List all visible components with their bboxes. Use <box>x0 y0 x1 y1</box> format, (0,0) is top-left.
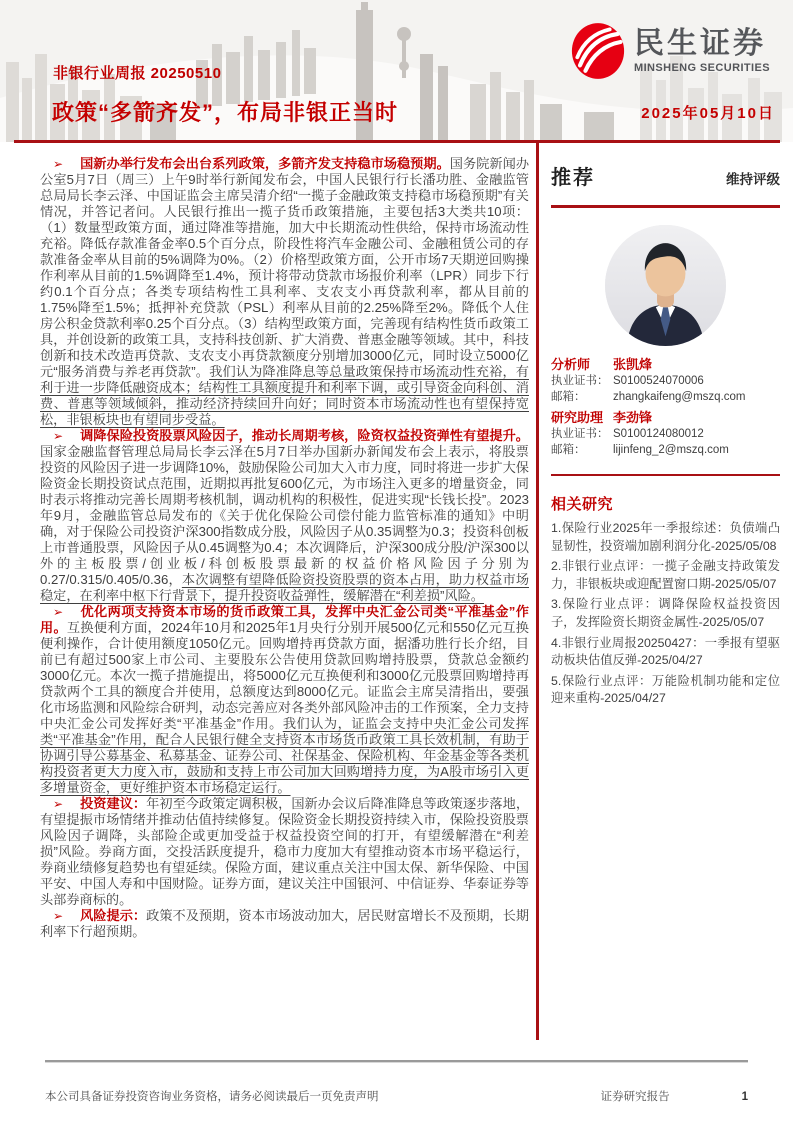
related-research-title: 相关研究 <box>551 496 614 513</box>
related-research-list <box>551 520 780 708</box>
footer-page-number: 1 <box>741 1091 748 1103</box>
minsheng-logo-icon <box>571 22 625 80</box>
footer-divider <box>45 1060 748 1063</box>
logo-chinese-name: 民生证券 <box>634 27 766 61</box>
related-research-item: 1.保险行业2025年一季报综述：负债端凸显韧性，投资端加剧利润分化-2025/05/08 <box>551 521 780 553</box>
related-research-item: 3.保险行业点评：调降保险权益投资因子，发挥险资长期资金属性-2025/05/07 <box>551 597 780 629</box>
section-lead: 投资建议： <box>80 796 147 811</box>
email-label: 邮箱： <box>551 391 586 403</box>
section-lead: 优化两项支持资本市场的货币政策工具，发挥中央汇金公司类“平准基金”作用。 <box>40 604 529 635</box>
section-underlined-text: 我们认为降准降息等总量政策保持市场流动性充裕，有利于进一步降低融资成本；结构性工具额度提升和利率下调，或引导资金向科创、消费、普惠等领域倾斜，推动经济持续回升向好；同时资本市场流动性也有望保持宽松，非银板块也有望同步受益。 <box>40 364 529 427</box>
bullet-arrow-icon: ➢ <box>53 605 64 619</box>
section-text: 国务院新闻办公室5月7日（周三）上午9时举行新闻发布会，中国人民银行行长潘功胜、金融监管总局局长李云泽、中国证监会主席吴清介绍“一揽子金融政策支持稳市场稳预期”有关情况，并答记者问。人民银行推出一揽子货币政策措施，主要包括3大类共10项：（1）数量型政策方面，通过降准等措施，加大中长期流动性供给，保持市场流动性充裕。降低存款准备金率0.5个百分点，阶段性将汽车金融公司、金融租赁公司的存款准备金率从目前的5%调降为0%。（2）价格型政策方面，公开市场7天期逆回购操作利率从目前的1.5%调降至1.4%，预计将带动贷款市场报价利率（LPR）同步下行约0.1个百分点；各类专项结构性工具利率、支农支小再贷款利率，都从目前的1.75%降至1.5%；抵押补充贷款（PSL）利率从目前的2.25%降至2%。降低个人住房公积金贷款利率0.25个百分点。（3）结构型政策方面，完善现有结构性货币政策工具，并创设新的政策工具，支持科技创新、扩大消费、普惠金融等领域。其中，科技创新和技术改造再贷款、支农支小再贷款额度分别增加3000亿元，同时设立5000亿元“服务消费与养老再贷款”。 <box>40 156 530 379</box>
section-policy-overview <box>40 156 529 428</box>
analyst-photo-wrap <box>551 225 780 346</box>
email-label: 邮箱： <box>551 444 586 456</box>
footer-doc-type: 证券研究报告 <box>600 1091 670 1103</box>
section-investment-advice <box>40 796 529 908</box>
bullet-arrow-icon: ➢ <box>53 429 64 443</box>
section-lead: 风险提示： <box>80 908 147 923</box>
bullet-arrow-icon: ➢ <box>53 909 64 923</box>
rating-row <box>551 161 780 190</box>
cert-number: S0100124080012 <box>613 427 704 440</box>
section-underlined-text: 本次调整有望降低险资投资股票的资本占用，助力权益市场稳定，在利率中枢下行背景下，提升投资收益弹性，缓解潜在“利差损”风险。 <box>40 572 529 603</box>
report-title: 政策“多箭齐发”，布局非银正当时 <box>52 100 399 125</box>
sidebar-rule <box>551 205 780 208</box>
related-research-item: 5.保险行业点评：万能险机制功能和定位迎来重构-2025/04/27 <box>551 673 780 706</box>
assistant-cert-row <box>551 426 780 443</box>
rating-status: 维持评级 <box>726 172 780 187</box>
section-text: 互换便利方面，2024年10月和2025年1月央行分别开展500亿元和550亿元互换便利操作，合计使用额度1050亿元。回购增持再贷款方面，据潘功胜行长介绍，目前已有超过500家上市公司、主要股东公告使用贷款回购增持股票，贷款总金额约3000亿元。本次一揽子措施提出，将5000亿元互换便利和3000亿元股票回购增持再贷款两个工具的额度合并使用，总额度达到8000亿元。证监会主席吴清指出，要强化市场监测和风险综合研判，动态完善应对各类外部风险冲击的工作预案，全力支持中央汇金公司发挥好类“平准基金”作用。 <box>40 620 529 731</box>
report-series-label: 非银行业周报 20250510 <box>53 65 222 82</box>
report-date: 2025年05月10日 <box>641 105 775 122</box>
section-risk-warning <box>40 908 529 940</box>
assistant-role-label: 研究助理 <box>551 409 604 425</box>
bullet-arrow-icon: ➢ <box>53 797 64 811</box>
email-value: lijinfeng_2@mszq.com <box>613 444 729 456</box>
assistant-role-row <box>551 409 780 426</box>
cert-label: 执业证书： <box>551 374 609 387</box>
analyst-photo <box>605 225 726 346</box>
header-banner <box>0 0 793 142</box>
report-body <box>40 156 529 940</box>
analyst-cert-row <box>551 373 780 390</box>
analyst-portrait-image <box>605 225 726 346</box>
analyst-role-label: 分析师 <box>551 356 591 372</box>
assistant-email-row <box>551 442 780 459</box>
email-value: zhangkaifeng@mszq.com <box>613 391 746 403</box>
section-text: 国家金融监督管理总局局长李云泽在5月7日举办国新办新闻发布会上表示，将股票投资的风险因子进一步调降10%，鼓励保险公司加大入市力度，同时将进一步扩大保险资金长期投资试点范围，近期拟再批复600亿元，为市场注入更多的增量资金，同时表示将推动完善长周期考核机制，调动机构的积极性，促进实现“长钱长投”。2023年9月，金融监管总局发布的《关于优化保险公司偿付能力监管标准的通知》中明确，对于保险公司投资沪深300指数成分股，风险因子从0.35调整为0.3；投资科创板上市普通股票，风险因子从0.45调整为0.4；本次调降后，沪深300成分股/沪深300以外的主板股票/创业板/科创板股票最新的权益价格风险因子分别为0.27/0.315/0.405/0.36， <box>40 444 529 587</box>
analyst-role-row <box>551 356 780 373</box>
analyst-email-row <box>551 389 780 406</box>
section-monetary-tools <box>40 604 529 796</box>
footer-disclaimer: 本公司具备证券投资咨询业务资格，请务必阅读最后一页免责声明 <box>45 1091 379 1103</box>
cert-label: 执业证书： <box>551 427 609 440</box>
related-research-item: 4.非银行业周报20250427：一季报有望驱动板块估值反弹-2025/04/27 <box>551 635 780 668</box>
logo-english-name: MINSHENG SECURITIES <box>634 61 770 74</box>
header-divider <box>14 140 780 143</box>
sidebar <box>551 161 780 708</box>
section-lead: 国新办举行发布会出台系列政策，多箭齐发支持稳市场稳预期。 <box>80 156 450 171</box>
footer <box>45 1088 748 1104</box>
cert-number: S0100524070006 <box>613 374 704 387</box>
section-insurance-risk-factor <box>40 428 529 604</box>
company-logo <box>571 22 770 80</box>
logo-text <box>634 28 770 74</box>
section-underlined-text: 我们认为，证监会支持中央汇金公司发挥类“平准基金”作用，配合人民银行健全支持资本市场货币政策工具长效机制，有助于协调引导公募基金、私募基金、证券公司、社保基金、保险机构、年金基金等各类机构投资者更大力度入市，鼓励和支持上市公司加大回购增持力度，为A股市场引入更多增量资金，更好维护资本市场稳定运行。 <box>40 716 529 795</box>
assistant-name: 李劲锋 <box>613 409 653 425</box>
analyst-name: 张凯烽 <box>613 356 653 372</box>
rating-value: 推荐 <box>551 167 595 189</box>
sidebar-rule <box>551 474 780 477</box>
sidebar-divider <box>536 143 539 1040</box>
section-text: 政策不及预期，资本市场波动加大，居民财富增长不及预期，长期利率下行超预期。 <box>40 908 530 939</box>
section-text: 年初至今政策定调积极，国新办会议后降准降息等政策逐步落地，有望提振市场情绪并推动估值持续修复。保险资金长期投资持续入市，保险投资股票风险因子调降，头部险企或更加受益于权益投资空间的打开，有望缓解潜在“利差损”风险。券商方面，交投活跃度提升，稳市力度加大有望推动资本市场平稳运行，券商业绩修复趋势也有望延续。保险方面，建议重点关注中国太保、新华保险、中国平安、中国人寿和中国财险。证券方面，建议关注中国银河、中信证券、华泰证券等头部券商标的。 <box>40 796 530 907</box>
section-lead: 调降保险投资股票风险因子，推动长周期考核，险资权益投资弹性有望提升。 <box>80 428 529 443</box>
bullet-arrow-icon: ➢ <box>53 157 64 171</box>
related-research-item: 2.非银行业点评：一揽子金融支持政策发力，非银板块或迎配置窗口期-2025/05/07 <box>551 559 780 591</box>
